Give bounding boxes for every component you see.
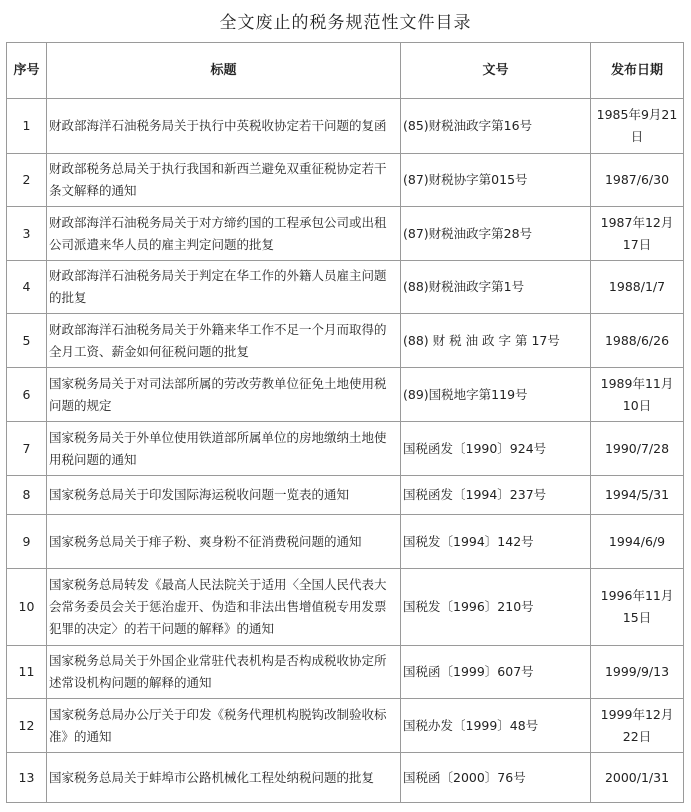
header-title: 标题 [47,43,401,99]
cell-doc-no: (87)财税油政字第28号 [401,207,591,261]
cell-date: 1987年12月17日 [591,207,684,261]
table-header-row [7,43,684,99]
table-row [7,261,684,314]
cell-date: 1996年11月15日 [591,569,684,646]
cell-seq: 6 [7,368,47,422]
cell-date: 1999/9/13 [591,646,684,699]
cell-seq: 8 [7,476,47,515]
cell-title: 国家税务总局关于蚌埠市公路机械化工程处纳税问题的批复 [47,753,401,803]
cell-title: 国家税务总局转发《最高人民法院关于适用〈全国人民代表大会常务委员会关于惩治虚开、伪造和非法出售增值税专用发票犯罪的决定〉的若干问题的解释》的通知 [47,569,401,646]
cell-doc-no: 国税函〔1999〕607号 [401,646,591,699]
cell-seq: 7 [7,422,47,476]
cell-seq: 3 [7,207,47,261]
table-row [7,368,684,422]
cell-title: 财政部海洋石油税务局关于外籍来华工作不足一个月而取得的全月工资、薪金如何征税问题的批复 [47,314,401,368]
cell-seq: 2 [7,154,47,207]
cell-date: 1987/6/30 [591,154,684,207]
table-row [7,207,684,261]
cell-doc-no: (85)财税油政字第16号 [401,99,591,154]
cell-date: 1988/6/26 [591,314,684,368]
table-row [7,314,684,368]
header-doc-no: 文号 [401,43,591,99]
cell-doc-no: 国税函〔2000〕76号 [401,753,591,803]
cell-doc-no: 国税发〔1996〕210号 [401,569,591,646]
cell-doc-no: (88)财税油政字第1号 [401,261,591,314]
cell-title: 财政部海洋石油税务局关于判定在华工作的外籍人员雇主问题的批复 [47,261,401,314]
cell-title: 国家税务总局关于痱子粉、爽身粉不征消费税问题的通知 [47,515,401,569]
cell-doc-no: (87)财税协字第015号 [401,154,591,207]
cell-date: 1989年11月10日 [591,368,684,422]
table-row [7,569,684,646]
cell-seq: 1 [7,99,47,154]
cell-doc-no: 国税办发〔1999〕48号 [401,699,591,753]
document-table [6,42,684,803]
cell-title: 国家税务总局关于印发国际海运税收问题一览表的通知 [47,476,401,515]
table-row [7,646,684,699]
cell-title: 国家税务局关于对司法部所属的劳改劳教单位征免土地使用税问题的规定 [47,368,401,422]
table-row [7,515,684,569]
cell-title: 国家税务总局办公厅关于印发《税务代理机构脱钩改制验收标准》的通知 [47,699,401,753]
cell-title: 国家税务总局关于外国企业常驻代表机构是否构成税收协定所述常设机构问题的解释的通知 [47,646,401,699]
cell-title: 财政部税务总局关于执行我国和新西兰避免双重征税协定若干条文解释的通知 [47,154,401,207]
cell-seq: 13 [7,753,47,803]
cell-seq: 10 [7,569,47,646]
cell-date: 1990/7/28 [591,422,684,476]
cell-seq: 12 [7,699,47,753]
cell-doc-no: (88) 财 税 油 政 字 第 17号 [401,314,591,368]
header-seq: 序号 [7,43,47,99]
table-row [7,99,684,154]
cell-seq: 4 [7,261,47,314]
cell-doc-no: 国税函发〔1994〕237号 [401,476,591,515]
cell-date: 2000/1/31 [591,753,684,803]
header-date: 发布日期 [591,43,684,99]
cell-doc-no: 国税发〔1994〕142号 [401,515,591,569]
cell-seq: 5 [7,314,47,368]
cell-date: 1985年9月21日 [591,99,684,154]
cell-title: 财政部海洋石油税务局关于对方缔约国的工程承包公司或出租公司派遣来华人员的雇主判定问题的批复 [47,207,401,261]
table-row [7,422,684,476]
table-row [7,699,684,753]
cell-doc-no: 国税函发〔1990〕924号 [401,422,591,476]
cell-seq: 9 [7,515,47,569]
table-row [7,476,684,515]
table-row [7,154,684,207]
cell-date: 1994/5/31 [591,476,684,515]
table-row [7,753,684,803]
cell-date: 1994/6/9 [591,515,684,569]
page-title: 全文废止的税务规范性文件目录 [219,13,472,33]
cell-title: 国家税务局关于外单位使用铁道部所属单位的房地缴纳土地使用税问题的通知 [47,422,401,476]
cell-seq: 11 [7,646,47,699]
cell-date: 1999年12月22日 [591,699,684,753]
cell-doc-no: (89)国税地字第119号 [401,368,591,422]
cell-date: 1988/1/7 [591,261,684,314]
cell-title: 财政部海洋石油税务局关于执行中英税收协定若干问题的复函 [47,99,401,154]
